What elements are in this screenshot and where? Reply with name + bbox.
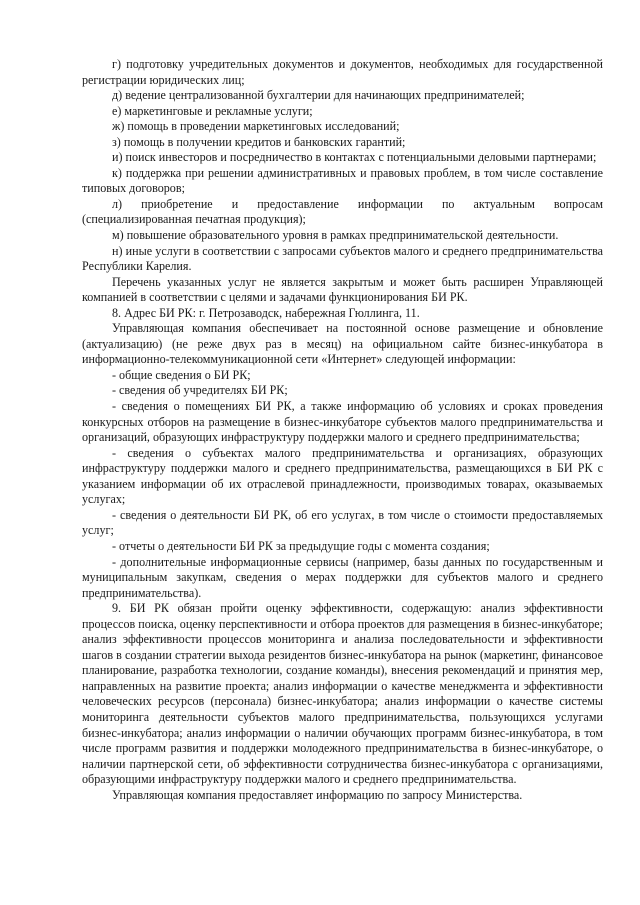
paragraph-service-m: м) повышение образовательного уровня в рамках предпринимательской деятельности. bbox=[112, 228, 559, 243]
paragraph-service-d: д) ведение централизованной бухгалтерии для начинающих предпринимателей; bbox=[112, 88, 525, 103]
paragraph-service-k: к) поддержка при решении административных и правовых проблем, в том числе составление типовых договоров; bbox=[82, 165, 603, 196]
list-item-extra-services: - дополнительные информационные сервисы (например, базы данных по государственным и муниципальным закупкам, сведения о мерах поддержки для субъектов малого и среднего предпринимательства). bbox=[82, 554, 603, 600]
list-item-reports: - отчеты о деятельности БИ РК за предыдущие годы с момента создания; bbox=[112, 538, 490, 553]
list-item-founders: - сведения об учредителях БИ РК; bbox=[112, 383, 288, 398]
paragraph-service-n: н) иные услуги в соответствии с запросами субъектов малого и среднего предпринимательства Республики Карелия. bbox=[82, 243, 603, 274]
paragraph-address: 8. Адрес БИ РК: г. Петрозаводск, набережная Гюллинга, 11. bbox=[112, 305, 420, 320]
paragraph-service-z: з) помощь в получении кредитов и банковских гарантий; bbox=[112, 134, 406, 149]
paragraph-efficiency-assessment: 9. БИ РК обязан пройти оценку эффективности, содержащую: анализ эффективности процессов поиска, оценку перспективности и отбора проектов для размещения в бизнес-инкубаторе; анализ эффективности процессов мониторинга и анализа последовательности и эффективности шагов в создании стратегии выхода резидентов бизнес-инкубатора на рынок (маркетинг, финансовое планирование, разработка технологии, создание команды), внесения рекомендаций и принятия мер, направленных на развитие проекта; анализ информации о качестве менеджмента и эффективности человеческих ресурсов (персонала) бизнес-инкубатора; анализ информации о качестве системы мониторинга деятельности субъектов малого предпринимательства, пользующихся услугами бизнес-инкубатора; анализ информации о наличии обучающих программ бизнес-инкубатора, в том числе программ развития и поддержки молодежного предпринимательства в бизнес-инкубаторе, о наличии партнерской сети, об эффективности сотрудничества бизнес-инкубатора с организациями, образующими инфраструктуру поддержки малого и среднего предпринимательства. bbox=[82, 601, 603, 787]
paragraph-services-note: Перечень указанных услуг не является закрытым и может быть расширен Управляющей компанией в соответствии с целями и задачами функционирования БИ РК. bbox=[82, 274, 603, 305]
paragraph-service-l: л) приобретение и предоставление информации по актуальным вопросам (специализированная печатная продукция); bbox=[82, 196, 603, 227]
paragraph-website-intro: Управляющая компания обеспечивает на постоянной основе размещение и обновление (актуализацию) (не реже двух раз в месяц) на официальном сайте бизнес-инкубатора в информационно-телекоммуникационной сети «Интернет» следующей информации: bbox=[82, 321, 603, 367]
list-item-activities: - сведения о деятельности БИ РК, об его услугах, в том числе о стоимости предоставляемых услуг; bbox=[82, 507, 603, 538]
paragraph-service-i: и) поиск инвесторов и посредничество в контактах с потенциальными деловыми партнерами; bbox=[112, 150, 597, 165]
list-item-general-info: - общие сведения о БИ РК; bbox=[112, 367, 251, 382]
list-item-residents: - сведения о субъектах малого предпринимательства и организациях, образующих инфраструктуру поддержки малого и среднего предпринимательства, размещающихся в БИ РК с указанием информации об их отраслевой принадлежности, производимых товарах, оказываемых услугах; bbox=[82, 445, 603, 507]
paragraph-service-g: г) подготовку учредительных документов и документов, необходимых для государственной регистрации юридических лиц; bbox=[82, 57, 603, 87]
paragraph-ministry-request: Управляющая компания предоставляет информацию по запросу Министерства. bbox=[112, 787, 523, 802]
document-page bbox=[82, 57, 603, 803]
list-item-premises: - сведения о помещениях БИ РК, а также информацию об условиях и сроках проведения конкурсных отборов на размещение в бизнес-инкубаторе субъектов малого предпринимательства и организаций, образующих инфраструктуру поддержки малого и среднего предпринимательства; bbox=[82, 399, 603, 445]
paragraph-service-zh: ж) помощь в проведении маркетинговых исследований; bbox=[112, 119, 400, 134]
paragraph-service-e: е) маркетинговые и рекламные услуги; bbox=[112, 103, 313, 118]
